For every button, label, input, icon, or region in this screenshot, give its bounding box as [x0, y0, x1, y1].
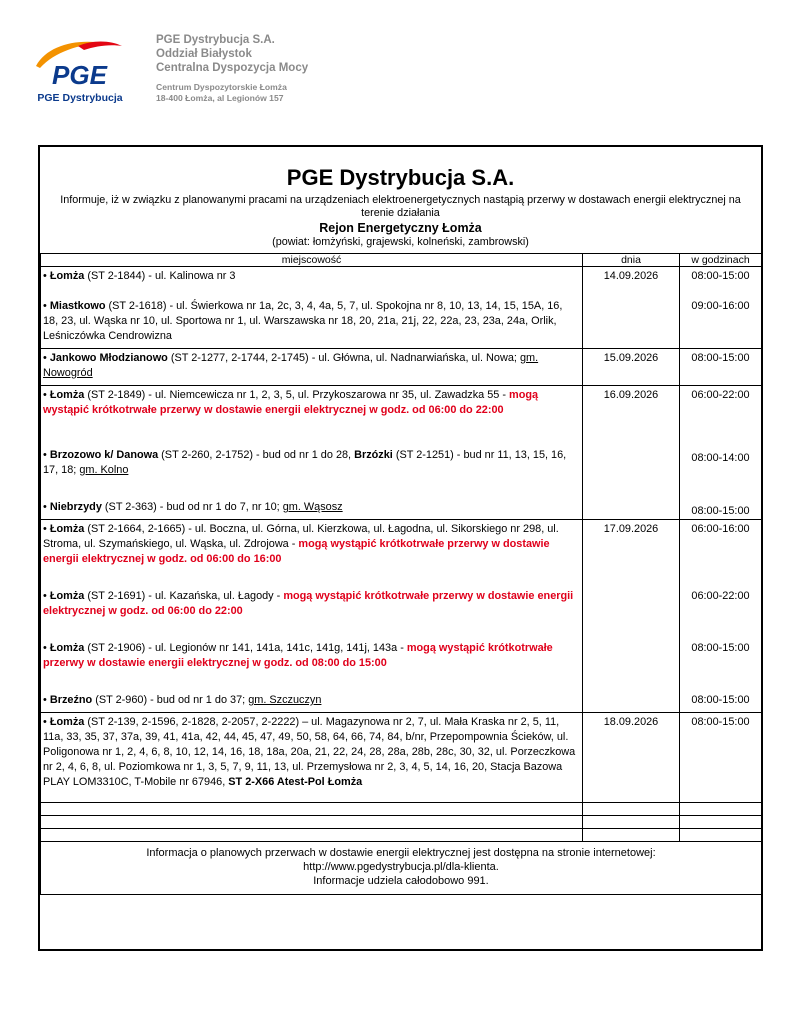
footer-note [41, 842, 762, 895]
header-place: miejscowość [41, 254, 583, 267]
letterhead-address [156, 33, 308, 104]
address: 18-400 Łomża, al Legionów 157 [156, 93, 284, 103]
logo-text: PGE [52, 60, 107, 90]
table-row [41, 520, 762, 713]
outage-entry: • Jankowo Młodzianowo (ST 2-1277, 2-1744, 2-1745) - ul. Główna, ul. Nadnarwiańska, ul. Nowa; gm. Nowogród [43, 352, 539, 379]
hours-cell: 06:00-16:00 06:00-22:00 08:00-15:00 08:00-15:00 [680, 520, 762, 713]
notice-title: PGE Dystrybucja S.A. [286, 165, 515, 190]
center-name: Centrum Dyspozytorskie Łomża [156, 82, 287, 92]
date-cell: 16.09.2026 [583, 386, 680, 520]
department-name: Centralna Dyspozycja Mocy [156, 62, 309, 74]
outage-entry: • Łomża (ST 2-1849) - ul. Niemcewicza nr 1, 2, 3, 5, ul. Przykoszarowa nr 35, ul. Zawadzka 55 - mogą wystąpić krótkotrwałe przerwy w dostawie energii elektrycznej w godz. od 06:00 do 22:00 [43, 389, 539, 416]
places-cell [41, 349, 583, 386]
outage-notice [38, 145, 763, 951]
outage-entry: • Łomża (ST 2-1664, 2-1665) - ul. Boczna, ul. Górna, ul. Kierzkowa, ul. Łagodna, ul. Sikorskiego nr 298, ul. Stroma, ul. Szymańskiego, ul. Wąska, ul. Zdrojowa - mogą wystąpić krótkotrwałe przerwy w dostawie energii elektrycznej w godz. od 06:00 do 16:00 [43, 523, 559, 565]
header-day: dnia [583, 254, 680, 267]
hours-cell: 06:00-22:00 08:00-14:00 08:00-15:00 [680, 386, 762, 520]
outage-entry: • Niebrzydy (ST 2-363) - bud od nr 1 do 7, nr 10; gm. Wąsosz [43, 501, 343, 513]
outage-entry: • Łomża (ST 2-1906) - ul. Legionów nr 141, 141a, 141c, 141g, 141j, 143a - mogą wystąpić krótkotrwałe przerwy w dostawie energii elektrycznej w godz. od 08:00 do 15:00 [43, 642, 553, 669]
footer-line-3: Informacje udziela całodobowo 991. [313, 875, 489, 887]
notice-intro: Informuje, iż w związku z planowanymi pracami na urządzeniach elektroenergetycznych nastąpią przerwy w dostawach energii elektrycznej na terenie działania [60, 194, 741, 219]
outage-entry: • Łomża (ST 2-1844) - ul. Kalinowa nr 3 [43, 270, 236, 282]
places-cell [41, 386, 583, 520]
empty-row [41, 803, 762, 816]
table-row [41, 713, 762, 803]
outage-entry: • Brzozowo k/ Danowa (ST 2-260, 2-1752) - bud od nr 1 do 28, Brzózki (ST 2-1251) - bud nr 11, 13, 15, 16, 17, 18; gm. Kolno [43, 449, 567, 476]
region-name: Rejon Energetyczny Łomża [319, 221, 482, 235]
date-cell: 18.09.2026 [583, 713, 680, 803]
outage-table [40, 253, 762, 895]
empty-row [41, 816, 762, 829]
notice-header [40, 147, 761, 249]
outage-entry: • Brzeźno (ST 2-960) - bud od nr 1 do 37; gm. Szczuczyn [43, 694, 322, 706]
footer-url: http://www.pgedystrybucja.pl/dla-klienta. [303, 861, 499, 873]
branch-name: Oddział Białystok [156, 48, 252, 60]
pge-logo [30, 36, 130, 108]
date-cell: 15.09.2026 [583, 349, 680, 386]
outage-entry: • Miastkowo (ST 2-1618) - ul. Świerkowa nr 1a, 2c, 3, 4, 4a, 5, 7, ul. Spokojna nr 8, 10, 13, 14, 15, 15A, 16, 18, 23, ul. Wąska nr 10, ul. Sportowa nr 1, ul. Warszawska nr 18, 20, 21a, 21j, 22, 22a, 23, 23a, 24a, Orlik, Leśniczówka Cendrowizna [43, 300, 563, 342]
hours-cell: 08:00-15:00 09:00-16:00 [680, 267, 762, 349]
outage-entry: • Łomża (ST 2-139, 2-1596, 2-1828, 2-2057, 2-2222) – ul. Magazynowa nr 2, 7, ul. Mała Kraska nr 2, 5, 11, 11a, 33, 35, 37, 37a, 39, 41, 41a, 42, 44, 45, 47, 49, 50, 58, 64, 66, 74, 84, b/nr, Przepompownia Ścieków, ul. Poligonowa nr 1, 2, 4, 6, 8, 10, 12, 14, 16, 18, 18a, 20a, 21, 22, 24, 28, 28a, 28b, 28c, 30, 32, ul. Porzeczkowa nr 2, 4, 6, 8, ul. Poziomkowa nr 1, 3, 5, 7, 9, 11, 13, ul. Przemysłowa nr 2, 3, 4, 5, 14, 16, 20, Stacja Bazowa PLAY LOM3310C, T-Mobile nr 67946, ST 2-X66 Atest-Pol Łomża [43, 716, 576, 788]
hours-cell: 08:00-15:00 [680, 713, 762, 803]
hours-cell: 08:00-15:00 [680, 349, 762, 386]
table-row [41, 267, 762, 349]
table-row [41, 349, 762, 386]
logo-brand: PGE Dystrybucja [37, 92, 123, 104]
footer-line-1: Informacja o planowych przerwach w dostawie energii elektrycznej jest dostępna na stronie internetowej: [146, 847, 656, 859]
footer-row [41, 842, 762, 895]
date-cell: 17.09.2026 [583, 520, 680, 713]
table-header-row [41, 254, 762, 267]
table-row [41, 386, 762, 520]
places-cell [41, 267, 583, 349]
outage-entry: • Łomża (ST 2-1691) - ul. Kazańska, ul. Łagody - mogą wystąpić krótkotrwałe przerwy w dostawie energii elektrycznej w godz. od 06:00 do 22:00 [43, 590, 574, 617]
region-counties: (powiat: łomżyński, grajewski, kolneński, zambrowski) [272, 236, 529, 248]
pge-swoosh-icon [30, 36, 130, 92]
places-cell [41, 520, 583, 713]
company-name: PGE Dystrybucja S.A. [156, 34, 275, 46]
places-cell [41, 713, 583, 803]
date-cell: 14.09.2026 [583, 267, 680, 349]
header-hours: w godzinach [680, 254, 762, 267]
empty-row [41, 829, 762, 842]
